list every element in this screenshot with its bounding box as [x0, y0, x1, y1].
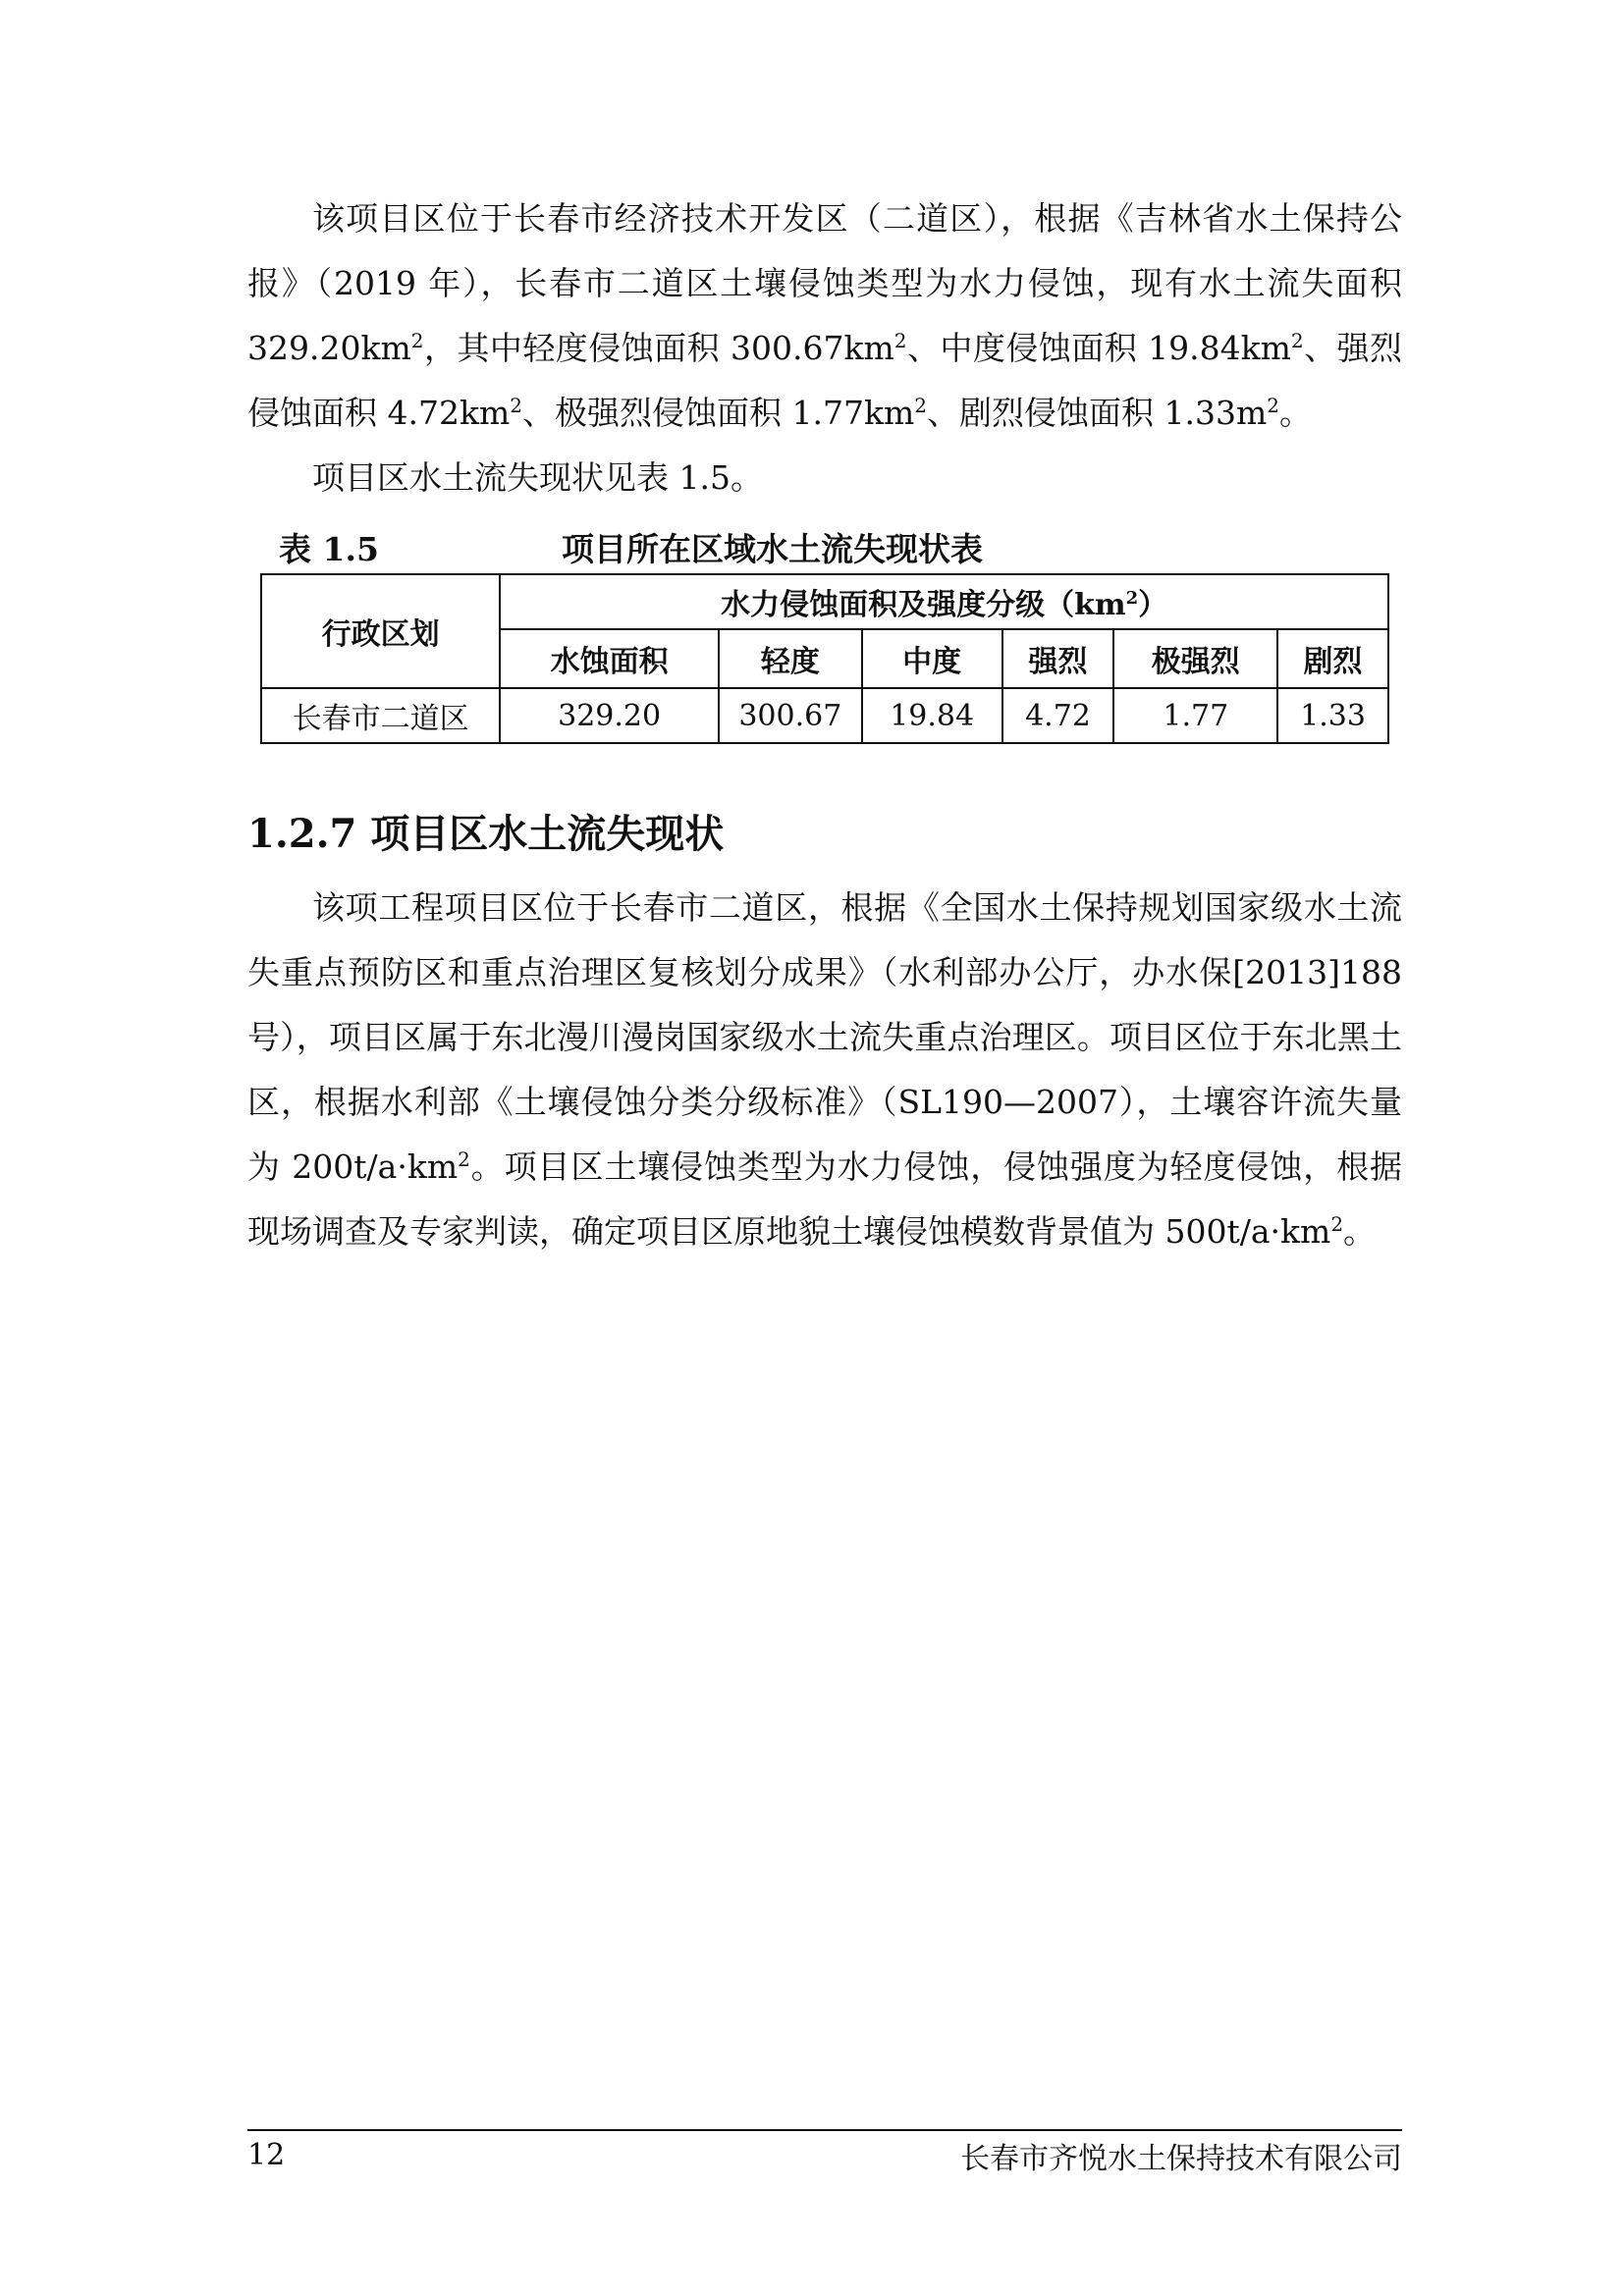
superscript: 2: [1125, 588, 1139, 609]
text: 、剧烈侵蚀面积 1.33m: [927, 394, 1268, 432]
table-cell: 300.67: [719, 688, 862, 743]
paragraph-table-reference: 项目区水土流失现状见表 1.5。: [312, 458, 763, 497]
superscript: 2: [1290, 329, 1304, 352]
text: 、中度侵蚀面积 19.84km: [906, 329, 1291, 367]
table-cell: 1.77: [1113, 688, 1277, 743]
superscript: 2: [510, 394, 522, 417]
table-cell: 1.33: [1277, 688, 1388, 743]
header-col: 中度: [862, 629, 1002, 688]
text: 、极强烈侵蚀面积 1.77km: [522, 394, 915, 432]
text: 。项目区土壤侵蚀类型为水力侵蚀，侵蚀强度为轻度侵蚀，根据现场调查及专家判读，确定项目区原地貌土壤侵蚀模数背景值为 500t/a·km: [247, 1148, 1402, 1251]
paragraph-project-area-status: [247, 876, 1402, 1264]
superscript: 2: [458, 1148, 470, 1171]
superscript: 2: [1330, 1212, 1344, 1236]
section-heading: 1.2.7 项目区水土流失现状: [247, 811, 725, 857]
table-caption-number: 表 1.5: [279, 530, 379, 568]
header-col: 轻度: [719, 629, 862, 688]
table-header-row: [261, 574, 1388, 629]
table-cell-region: 长春市二道区: [261, 688, 500, 743]
table-cell: 4.72: [1002, 688, 1114, 743]
table-cell: 329.20: [500, 688, 719, 743]
superscript: 2: [914, 394, 927, 417]
header-erosion-group: [500, 574, 1388, 629]
text: 、强烈侵蚀面积 4.72km: [247, 329, 1402, 432]
header-col: 强烈: [1002, 629, 1114, 688]
text: ，其中轻度侵蚀面积 300.67km: [423, 329, 894, 367]
footer-company: 长春市齐悦水土保持技术有限公司: [960, 2142, 1402, 2176]
text: 该项目区位于长春市经济技术开发区（二道区），根据《吉林省水土保持公报》（2019 年），长春市二道区土壤侵蚀类型为水力侵蚀，现有水土流失面积 329.20km: [247, 199, 1402, 367]
paragraph-erosion-overview: [247, 187, 1402, 446]
header-col: 极强烈: [1113, 629, 1277, 688]
text: 。: [1343, 1212, 1377, 1251]
text: 该项工程项目区位于长春市二道区，根据《全国水土保持规划国家级水土流失重点预防区和重点治理区复核划分成果》（水利部办公厅，办水保[2013]188号），项目区属于东北漫川漫岗国家级水土流失重点治理区。项目区位于东北黑土区，根据水利部《土壤侵蚀分类分级标准》（SL190—2007），土壤容许流失量为 200t/a·km: [247, 888, 1402, 1186]
header-col: 水蚀面积: [500, 629, 719, 688]
footer-divider: [247, 2129, 1402, 2131]
text: ）: [1138, 588, 1168, 622]
superscript: 2: [1267, 394, 1279, 417]
header-region: 行政区划: [261, 574, 500, 688]
text: 水力侵蚀面积及强度分级（km: [721, 588, 1126, 622]
table-cell: 19.84: [862, 688, 1002, 743]
table-caption-title: 项目所在区域水土流失现状表: [562, 530, 983, 568]
table-row: [261, 688, 1388, 743]
erosion-status-table: [260, 573, 1389, 744]
page-number: 12: [247, 2138, 286, 2172]
superscript: 2: [410, 329, 424, 352]
header-col: 剧烈: [1277, 629, 1388, 688]
text: 。: [1279, 394, 1312, 432]
superscript: 2: [893, 329, 907, 352]
